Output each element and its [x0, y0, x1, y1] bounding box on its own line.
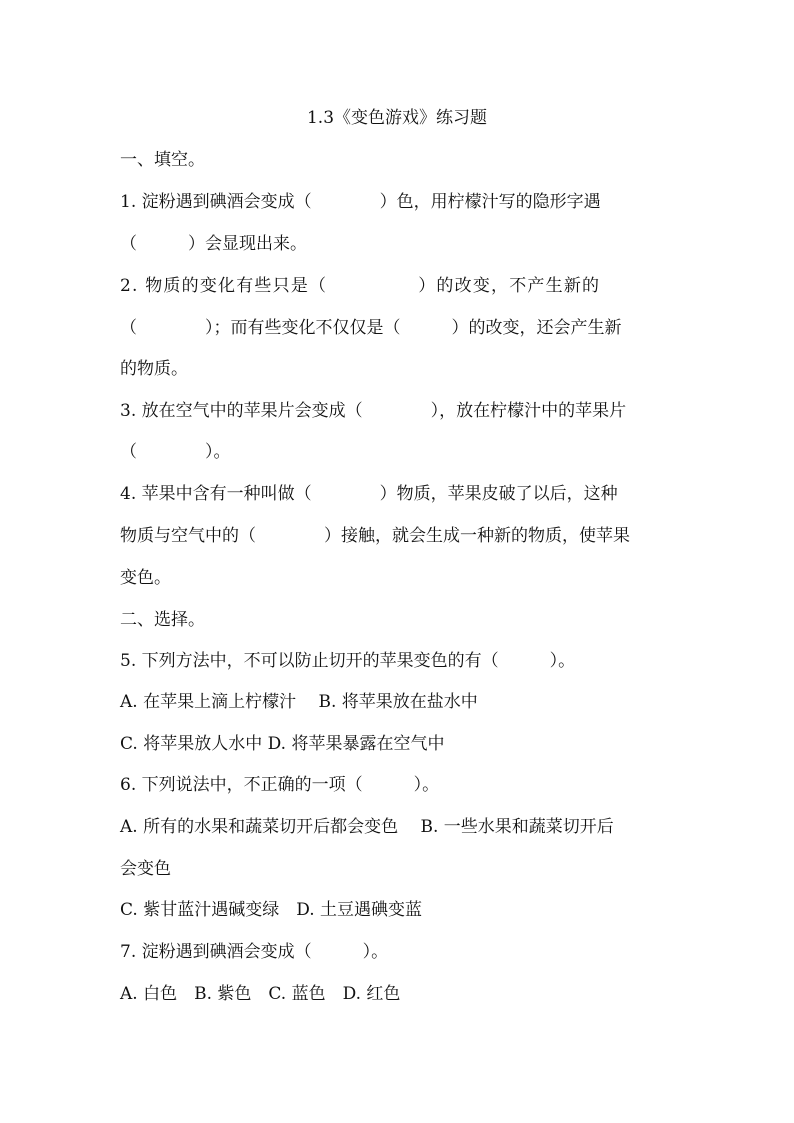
question-6-options-a-b-line-1: A. 所有的水果和蔬菜切开后都会变色 B. 一些水果和蔬菜切开后 — [120, 817, 614, 837]
question-3-line-2: （ ）。 — [120, 442, 231, 462]
question-4-line-2: 物质与空气中的（ ）接触，就会生成一种新的物质，使苹果 — [120, 526, 630, 546]
question-2-line-2: （ ）；而有些变化不仅仅是（ ）的改变，还会产生新 — [120, 318, 622, 338]
page-title: 1.3《变色游戏》练习题 — [306, 108, 488, 128]
question-2-line-1: 2. 物质的变化有些只是（ ）的改变，不产生新的 — [120, 276, 601, 296]
question-6-stem: 6. 下列说法中，不正确的一项（ ）。 — [120, 775, 440, 795]
section-heading-fill-in: 一、填空。 — [120, 150, 205, 170]
question-4-line-3: 变色。 — [120, 568, 171, 588]
question-1-line-2: （ ）会显现出来。 — [120, 234, 307, 254]
question-6-options-a-b-line-2: 会变色 — [120, 859, 171, 879]
question-7-options: A. 白色 B. 紫色 C. 蓝色 D. 红色 — [120, 984, 401, 1004]
section-heading-multiple-choice: 二、选择。 — [120, 610, 205, 630]
question-5-options-c-d: C. 将苹果放人水中 D. 将苹果暴露在空气中 — [120, 734, 445, 754]
question-3-line-1: 3. 放在空气中的苹果片会变成（ ），放在柠檬汁中的苹果片 — [120, 401, 627, 421]
question-6-options-c-d: C. 紫甘蓝汁遇碱变绿 D. 土豆遇碘变蓝 — [120, 900, 423, 920]
question-1-line-1: 1. 淀粉遇到碘酒会变成（ ）色，用柠檬汁写的隐形字遇 — [120, 192, 601, 212]
question-5-stem: 5. 下列方法中，不可以防止切开的苹果变色的有（ ）。 — [120, 651, 576, 671]
question-2-line-3: 的物质。 — [120, 359, 188, 379]
question-4-line-1: 4. 苹果中含有一种叫做（ ）物质，苹果皮破了以后，这种 — [120, 484, 618, 504]
question-5-options-a-b: A. 在苹果上滴上柠檬汁 B. 将苹果放在盐水中 — [120, 692, 478, 712]
question-7-stem: 7. 淀粉遇到碘酒会变成（ ）。 — [120, 942, 389, 962]
